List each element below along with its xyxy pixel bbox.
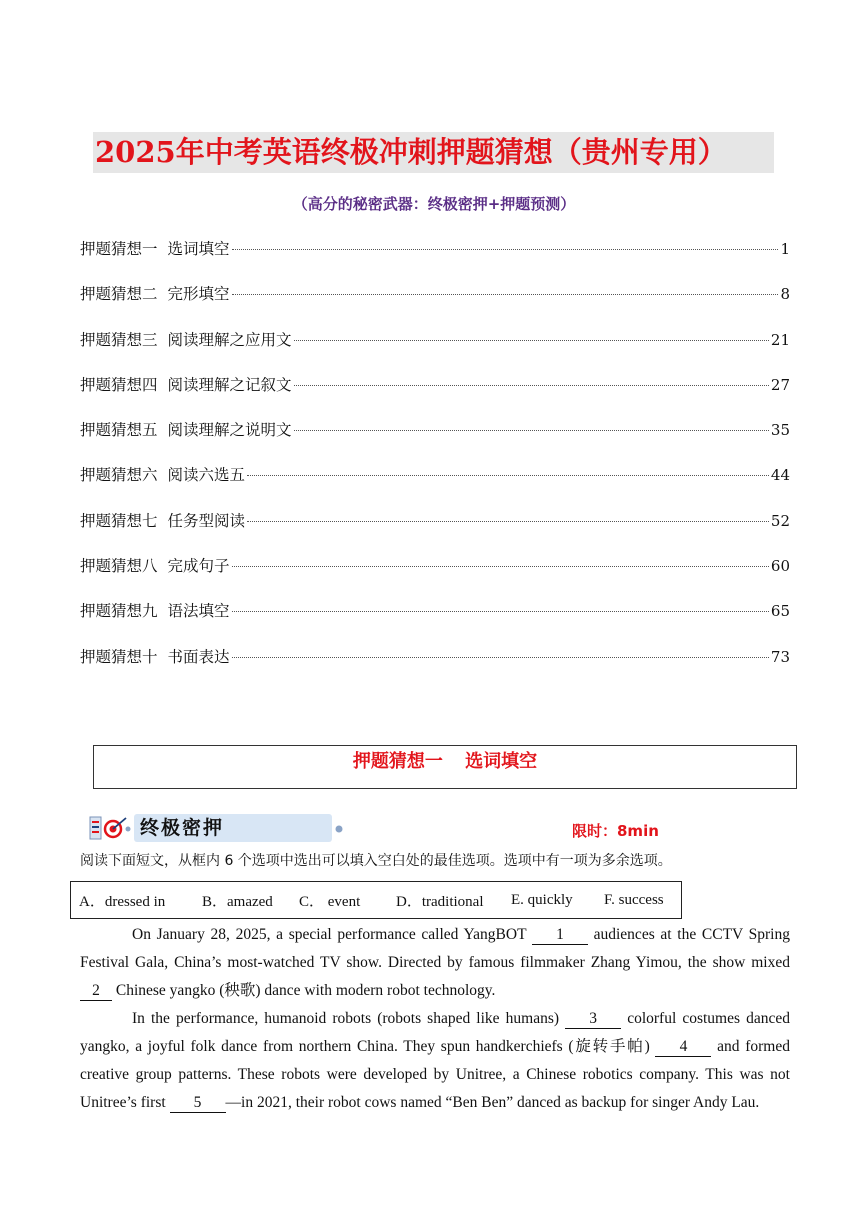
toc-entry-title: 阅读理解之应用文 <box>167 330 292 349</box>
toc-entry-number: 押题猜想五 <box>80 421 158 440</box>
toc-entry-number: 押题猜想一 <box>80 240 158 258</box>
toc-entry-number: 押题猜想二 <box>80 285 158 304</box>
toc-entry-number: 押题猜想九 <box>80 602 158 621</box>
toc-entry-title: 语法填空 <box>167 602 230 621</box>
toc-entry[interactable] <box>80 282 790 327</box>
toc-entry-page: 27 <box>770 375 790 394</box>
toc-entry-page: 1 <box>780 240 790 258</box>
toc-leader-dots <box>232 294 779 295</box>
toc-entry-number: 押题猜想七 <box>80 511 158 530</box>
toc-entry-title: 阅读理解之记叙文 <box>167 375 292 394</box>
toc-entry[interactable] <box>80 599 790 644</box>
toc-entry-page: 44 <box>770 466 790 485</box>
option-d[interactable]: D．traditional <box>396 893 484 910</box>
section-title: 押题猜想一 选词填空 <box>352 751 538 772</box>
toc-entry-number: 押题猜想八 <box>80 557 158 576</box>
toc-entry-page: 8 <box>780 285 790 304</box>
toc-entry-page: 65 <box>770 602 790 621</box>
toc-entry[interactable] <box>80 645 790 690</box>
answer-blank[interactable]: 4 <box>655 1038 711 1057</box>
toc-leader-dots <box>232 611 769 612</box>
target-icon <box>88 812 132 844</box>
toc-leader-dots <box>294 430 769 431</box>
instructions: 阅读下面短文，从框内 6 个选项中选出可以填入空白处的最佳选项。选项中有一项为多余选项。 <box>80 853 672 869</box>
toc-entry[interactable] <box>80 463 790 508</box>
document-subtitle: （高分的秘密武器：终极密押+押题预测） <box>292 195 576 213</box>
toc-entry-page: 21 <box>770 330 790 349</box>
answer-blank[interactable]: 2 <box>80 982 112 1001</box>
toc-entry-title: 任务型阅读 <box>167 511 246 530</box>
answer-blank[interactable]: 3 <box>565 1010 621 1029</box>
toc-entry-title: 完成句子 <box>167 557 230 576</box>
toc-entry-title: 选词填空 <box>167 240 230 258</box>
toc-leader-dots <box>294 385 769 386</box>
toc-entry-page: 73 <box>770 647 790 666</box>
answer-blank[interactable]: 5 <box>170 1094 226 1113</box>
toc-entry[interactable] <box>80 237 790 282</box>
toc-leader-dots <box>294 340 769 341</box>
toc-entry-title: 阅读理解之说明文 <box>167 421 292 440</box>
passage-paragraph: On January 28, 2025, a special performance called YangBOT 1 audiences at the CCTV Spring Festival Gala, China’s most-watched TV show. Directed by famous filmmaker Zhang Yimou, the show mixed 2 Chinese yangko (秧歌) dance with modern robot technology. <box>80 926 790 999</box>
toc-entry-page: 52 <box>770 511 790 530</box>
passage-paragraph: In the performance, humanoid robots (robots shaped like humans) 3 colorful costumes danced yangko, a joyful folk dance from northern China. They spun handkerchiefs (旋转手帕) 4 and formed creative group patterns. These robots were developed by Unitree, a Chinese robotics company. This was not Unitree’s first 5 —in 2021, their robot cows named “Ben Ben” danced as backup for singer Andy Lau. <box>80 1010 791 1111</box>
toc-entry[interactable] <box>80 418 790 463</box>
document-title: 2025年中考英语终极冲刺押题猜想（贵州专用） <box>93 132 774 173</box>
toc-entry-title: 阅读六选五 <box>167 466 246 485</box>
toc-leader-dots <box>247 475 769 476</box>
time-limit: 限时：8min <box>572 822 659 840</box>
toc-entry-number: 押题猜想四 <box>80 375 158 394</box>
toc-leader-dots <box>232 249 779 250</box>
answer-blank[interactable]: 1 <box>532 926 588 945</box>
toc-entry[interactable] <box>80 554 790 599</box>
toc-entry-number: 押题猜想六 <box>80 466 158 485</box>
options-box <box>70 881 682 919</box>
reading-passage <box>80 921 790 1117</box>
toc-entry[interactable] <box>80 509 790 554</box>
toc-leader-dots <box>247 521 769 522</box>
toc-entry-number: 押题猜想三 <box>80 330 158 349</box>
toc-entry[interactable] <box>80 328 790 373</box>
option-c[interactable]: C． event <box>299 893 361 910</box>
option-b[interactable]: B．amazed <box>202 893 273 910</box>
toc-entry-title: 完形填空 <box>167 285 230 304</box>
option-f[interactable]: F. success <box>604 891 664 908</box>
badge-dot-icon <box>334 824 344 834</box>
option-a[interactable]: A．dressed in <box>79 893 166 910</box>
toc-entry-number: 押题猜想十 <box>80 647 158 666</box>
toc-leader-dots <box>232 566 769 567</box>
toc-entry-page: 60 <box>770 557 790 576</box>
table-of-contents <box>80 237 790 690</box>
option-e[interactable]: E. quickly <box>511 891 573 908</box>
toc-entry[interactable] <box>80 373 790 418</box>
toc-entry-title: 书面表达 <box>167 647 230 666</box>
badge-label: 终极密押 <box>140 817 225 839</box>
exam-badge <box>88 812 258 844</box>
section-header-box <box>93 745 797 789</box>
toc-leader-dots <box>232 657 769 658</box>
toc-entry-page: 35 <box>770 421 790 440</box>
